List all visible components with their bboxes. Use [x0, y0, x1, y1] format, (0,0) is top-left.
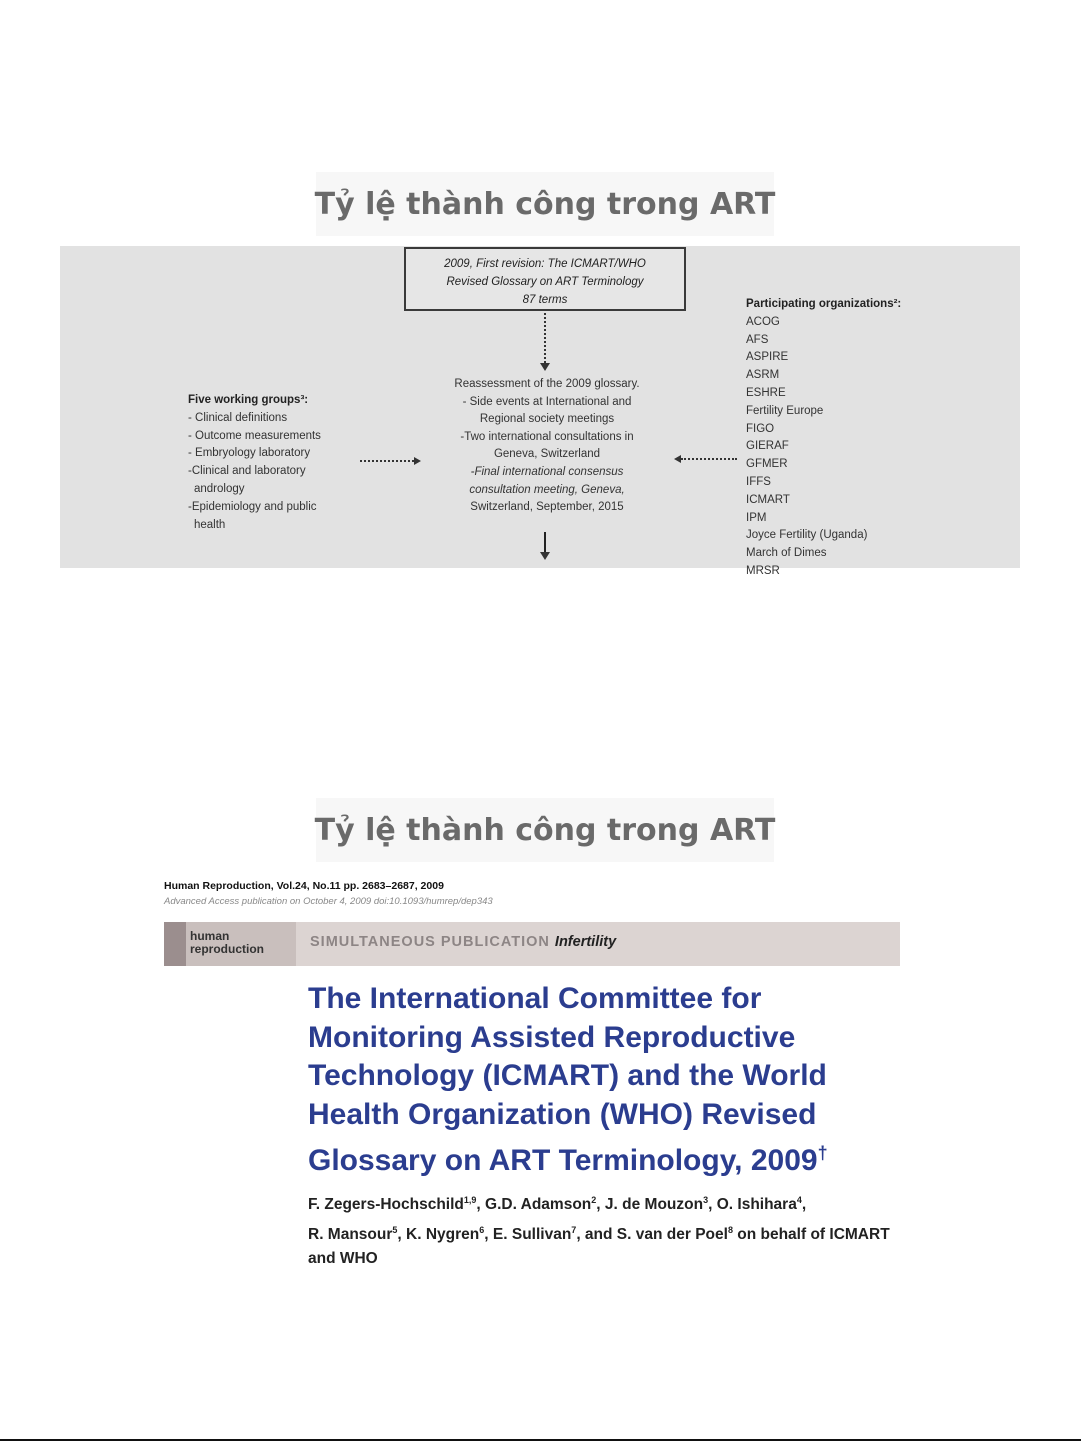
author-name: O. Ishihara [716, 1196, 797, 1214]
author-affiliation: 4 [796, 1195, 802, 1205]
journal-citation: Human Reproduction, Vol.24, No.11 pp. 2683–2687, 2009 [164, 880, 444, 892]
title-line: The International Committee for [308, 982, 762, 1015]
section-name: SIMULTANEOUS PUBLICATION [310, 934, 550, 950]
journal-logo [186, 922, 296, 966]
connector-left-dotted [360, 460, 414, 462]
author-separator: , [484, 1225, 493, 1243]
organization-item: March of Dimes [746, 547, 827, 560]
author-affiliation: 5 [392, 1224, 398, 1235]
organizations-block [746, 296, 1006, 581]
reassessment-line: Switzerland, September, 2015 [470, 501, 624, 514]
author-name: S. van der Poel [616, 1225, 728, 1243]
author-separator: , [476, 1196, 486, 1214]
slide-title: Tỷ lệ thành công trong ART [316, 172, 774, 236]
organization-item: AFS [746, 333, 769, 346]
author-name: J. de Mouzon [604, 1196, 704, 1214]
arrow-right-icon [414, 457, 421, 465]
organization-item: ASRM [746, 369, 780, 382]
reassessment-line: - Side events at International and [462, 395, 632, 408]
banner-stripe [164, 922, 186, 966]
connector-vertical-solid [544, 532, 546, 554]
organization-item: IPM [746, 511, 767, 524]
author-separator: , [708, 1196, 717, 1214]
organization-item: GFMER [746, 458, 788, 471]
author-separator: , [397, 1225, 407, 1243]
arrow-down-icon [540, 363, 550, 371]
organization-item: ASPIRE [746, 351, 789, 364]
working-groups-heading: Five working groups³: [188, 394, 309, 406]
section-label [310, 934, 616, 950]
organization-item: IFFS [746, 475, 771, 488]
revision-line: 2009, First revision: The ICMART/WHO [444, 258, 646, 270]
working-group-item: - Clinical definitions [188, 411, 288, 424]
logo-text: reproduction [190, 942, 264, 956]
reassessment-line: -Two international consultations in [460, 430, 634, 443]
title-line [308, 1134, 908, 1181]
author-separator: , and [576, 1225, 617, 1243]
publication-info: Advanced Access publication on October 4, 2009 doi:10.1093/humrep/dep343 [164, 896, 493, 907]
author-separator: , [801, 1196, 807, 1214]
reassessment-line: -Final international consensus [470, 465, 624, 478]
working-groups-block [188, 392, 358, 534]
section-topic: Infertility [554, 934, 617, 950]
working-group-item: andrology [194, 482, 245, 495]
arrow-left-icon [674, 455, 681, 463]
organization-item: FIGO [746, 422, 775, 435]
working-group-item: health [194, 518, 226, 531]
slide-title: Tỷ lệ thành công trong ART [316, 798, 774, 862]
connector-vertical-dotted [544, 313, 546, 363]
logo-text: human [190, 929, 230, 943]
organization-item: Joyce Fertility (Uganda) [746, 529, 868, 542]
author-affiliation: 2 [591, 1195, 597, 1205]
revision-line: 87 terms [522, 294, 568, 306]
author-affiliation: 3 [703, 1195, 709, 1205]
reassessment-line: Geneva, Switzerland [493, 448, 601, 461]
working-group-item: - Outcome measurements [188, 429, 321, 442]
title-line: Technology (ICMART) and the World [308, 1059, 827, 1092]
organization-item: GIERAF [746, 440, 789, 453]
author-affiliation: 6 [479, 1224, 485, 1235]
organization-item: ESHRE [746, 386, 786, 399]
organization-item: MRSR [746, 564, 780, 577]
dagger-mark: † [817, 1143, 828, 1163]
title-line: Health Organization (WHO) Revised [308, 1097, 817, 1131]
author-name: E. Sullivan [492, 1225, 572, 1243]
connector-right-dotted [681, 458, 737, 460]
author-name: K. Nygren [406, 1225, 480, 1243]
organizations-heading: Participating organizations²: [746, 298, 902, 310]
author-affiliation: 8 [727, 1224, 733, 1235]
author-affiliation: 7 [571, 1224, 577, 1235]
title-line: Monitoring Assisted Reproductive [308, 1020, 796, 1054]
author-name: G.D. Adamson [485, 1196, 592, 1214]
author-tail: on behalf of ICMART and WHO [308, 1225, 890, 1268]
flowchart-panel [60, 246, 1020, 577]
organization-item: ICMART [746, 493, 790, 506]
paper-title [308, 980, 908, 1181]
working-group-item: - Embryology laboratory [188, 447, 311, 460]
reassessment-line: Reassessment of the 2009 glossary. [454, 378, 640, 390]
revision-line: Revised Glossary on ART Terminology [446, 276, 644, 288]
organization-item: ACOG [746, 315, 780, 328]
author-name: F. Zegers-Hochschild [308, 1196, 464, 1214]
revision-box [404, 247, 686, 311]
author-affiliation: 1,9 [463, 1195, 477, 1205]
reassessment-line: Regional society meetings [479, 413, 615, 426]
title-line-text: Glossary on ART Terminology, 2009 [308, 1144, 818, 1177]
arrow-down-icon [540, 552, 550, 560]
author-name: R. Mansour [308, 1225, 393, 1243]
author-separator: , [596, 1196, 605, 1214]
reassessment-block [412, 376, 682, 517]
section-banner [164, 922, 900, 966]
organization-item: Fertility Europe [746, 404, 824, 417]
reassessment-line: consultation meeting, Geneva, [469, 483, 625, 496]
author-list [308, 1188, 908, 1272]
working-group-item: -Epidemiology and public [188, 500, 317, 513]
working-group-item: -Clinical and laboratory [188, 465, 306, 478]
